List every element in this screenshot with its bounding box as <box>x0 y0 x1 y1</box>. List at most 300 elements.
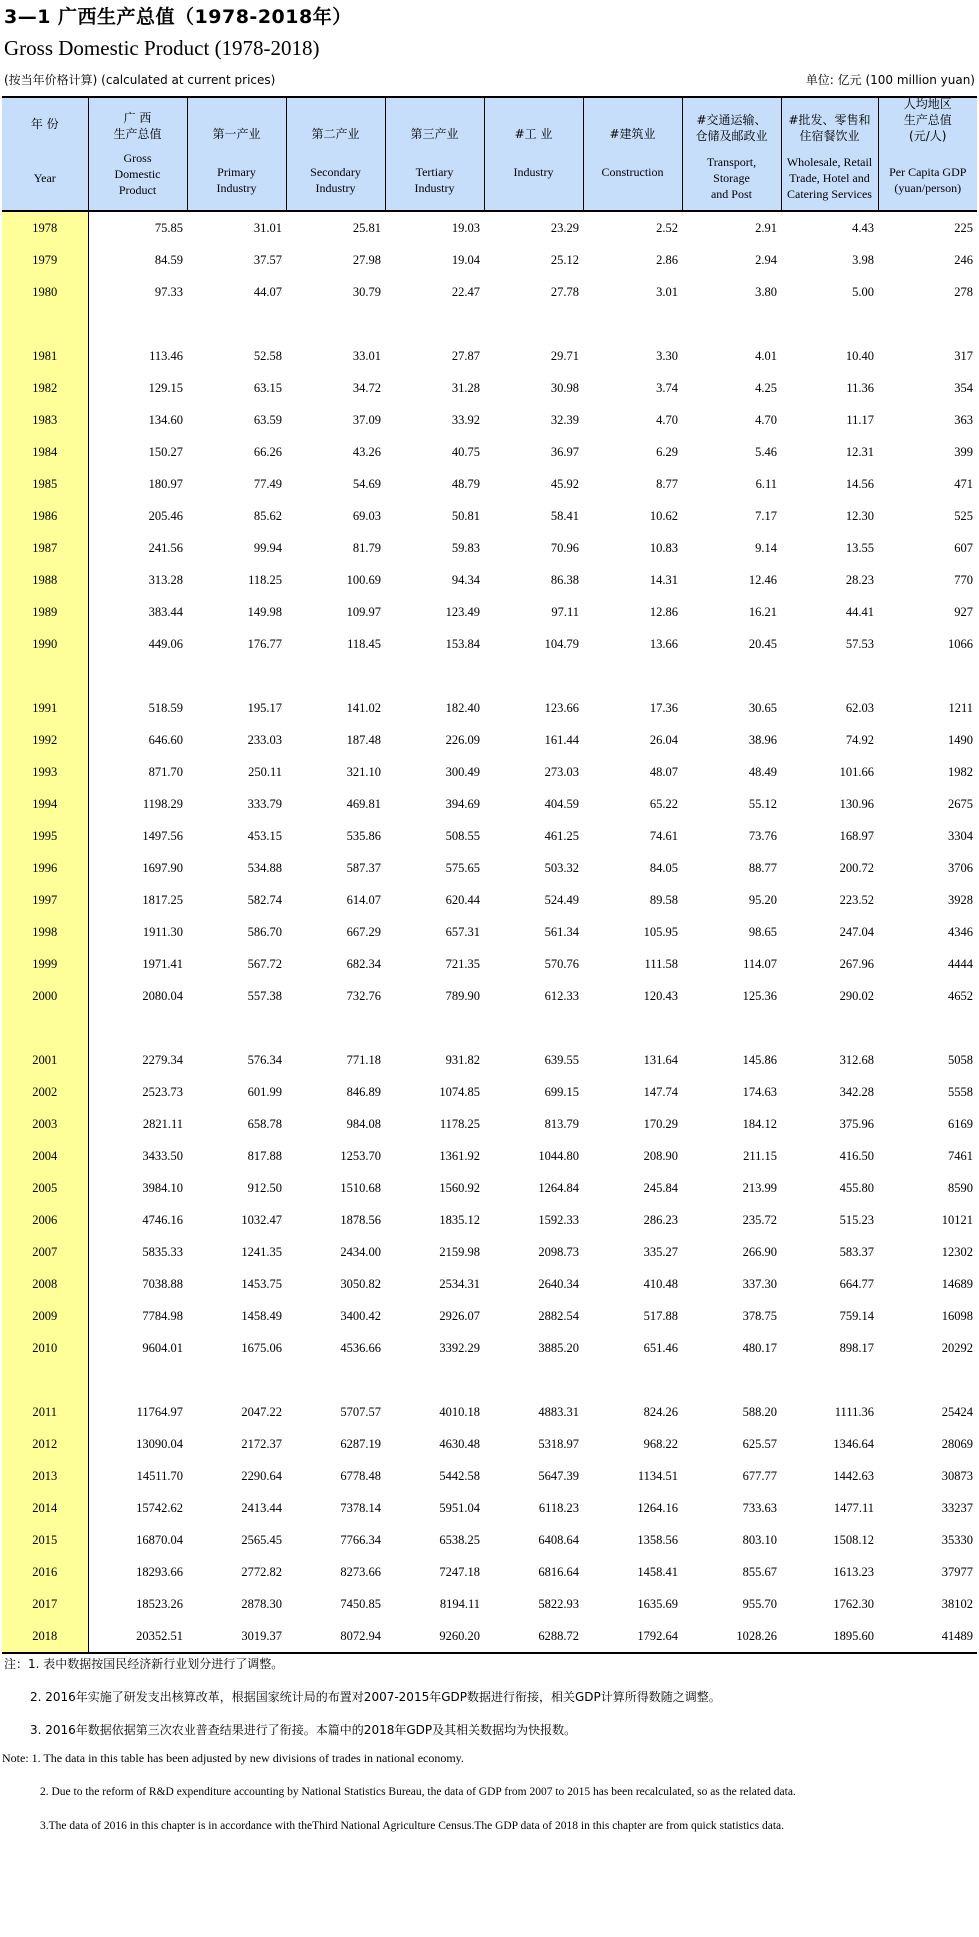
value-cell-gdp: 383.44 <box>148 604 183 619</box>
spacer-cell <box>781 308 878 340</box>
value-cell-per-capita-gdp: 1490 <box>948 732 973 747</box>
value-cell-wholesale-retail-hotel: 5.00 <box>852 284 874 299</box>
value-cell-construction: 651.46 <box>643 1340 678 1355</box>
value-cell-construction: 1358.56 <box>637 1532 678 1547</box>
value-cell-primary-industry: 1032.47 <box>241 1212 282 1227</box>
spacer-cell <box>286 660 385 692</box>
value-cell-wholesale-retail-hotel: 101.66 <box>839 764 874 779</box>
value-cell-construction: 1458.41 <box>637 1564 678 1579</box>
value-cell-wholesale-retail-hotel: 515.23 <box>839 1212 874 1227</box>
header-tertiary-industry <box>385 97 484 211</box>
table-row <box>2 1460 977 1492</box>
value-cell-gdp: 2279.34 <box>142 1052 183 1067</box>
value-cell-primary-industry: 453.15 <box>247 828 282 843</box>
value-cell-tertiary-industry: 2534.31 <box>439 1276 480 1291</box>
value-cell-secondary-industry: 37.09 <box>352 412 381 427</box>
year-cell: 2014 <box>2 1492 88 1524</box>
value-cell-construction: 26.04 <box>649 732 678 747</box>
value-cell-construction: 14.31 <box>649 572 678 587</box>
value-cell-gdp: 16870.04 <box>136 1532 183 1547</box>
value-cell-industry: 1592.33 <box>538 1212 579 1227</box>
value-cell-industry: 699.15 <box>544 1084 579 1099</box>
footnote-cn-1: 注：1. 表中数据按国民经济新行业划分进行了调整。 <box>4 1657 284 1671</box>
header-primary-industry <box>187 97 286 211</box>
value-cell-secondary-industry: 34.72 <box>352 380 381 395</box>
year-cell: 1984 <box>2 436 88 468</box>
value-cell-secondary-industry: 27.98 <box>352 252 381 267</box>
year-cell: 1997 <box>2 884 88 916</box>
value-cell-per-capita-gdp: 33237 <box>941 1500 973 1515</box>
table-row <box>2 404 977 436</box>
value-cell-primary-industry: 233.03 <box>247 732 282 747</box>
value-cell-primary-industry: 2047.22 <box>241 1404 282 1419</box>
value-cell-tertiary-industry: 931.82 <box>445 1052 480 1067</box>
value-cell-primary-industry: 77.49 <box>253 476 282 491</box>
value-cell-wholesale-retail-hotel: 455.80 <box>839 1180 874 1195</box>
value-cell-gdp: 75.85 <box>154 220 183 235</box>
value-cell-per-capita-gdp: 4444 <box>948 956 973 971</box>
value-cell-transport-storage-post: 184.12 <box>742 1116 777 1131</box>
value-cell-transport-storage-post: 625.57 <box>742 1436 777 1451</box>
table-row <box>2 756 977 788</box>
value-cell-industry: 6816.64 <box>538 1564 579 1579</box>
table-row <box>2 1396 977 1428</box>
table-row <box>2 980 977 1012</box>
value-cell-industry: 2640.34 <box>538 1276 579 1291</box>
year-cell: 2000 <box>2 980 88 1012</box>
table-row <box>2 1204 977 1236</box>
value-cell-primary-industry: 63.59 <box>253 412 282 427</box>
value-cell-gdp: 1497.56 <box>142 828 183 843</box>
value-cell-industry: 6408.64 <box>538 1532 579 1547</box>
value-cell-wholesale-retail-hotel: 44.41 <box>845 604 874 619</box>
value-cell-transport-storage-post: 6.11 <box>755 476 777 491</box>
table-row <box>2 1428 977 1460</box>
spacer-cell <box>286 1364 385 1396</box>
value-cell-wholesale-retail-hotel: 1895.60 <box>781 1620 878 1653</box>
year-cell: 1992 <box>2 724 88 756</box>
value-cell-gdp: 9604.01 <box>142 1340 183 1355</box>
value-cell-tertiary-industry: 48.79 <box>451 476 480 491</box>
value-cell-transport-storage-post: 4.70 <box>755 412 777 427</box>
table-row <box>2 1300 977 1332</box>
year-cell: 2006 <box>2 1204 88 1236</box>
value-cell-tertiary-industry: 123.49 <box>445 604 480 619</box>
value-cell-tertiary-industry: 575.65 <box>445 860 480 875</box>
value-cell-construction: 111.58 <box>644 956 678 971</box>
table-row <box>2 1108 977 1140</box>
year-cell: 1982 <box>2 372 88 404</box>
year-cell: 1994 <box>2 788 88 820</box>
value-cell-primary-industry: 1241.35 <box>241 1244 282 1259</box>
value-cell-transport-storage-post: 48.49 <box>748 764 777 779</box>
header-industry-cn: #工 业 <box>514 127 553 141</box>
value-cell-per-capita-gdp: 30873 <box>941 1468 973 1483</box>
value-cell-primary-industry: 557.38 <box>247 988 282 1003</box>
value-cell-primary-industry: 2565.45 <box>241 1532 282 1547</box>
spacer-cell <box>484 1012 583 1044</box>
header-wholesale-retail-hotel <box>781 97 878 211</box>
value-cell-transport-storage-post: 30.65 <box>748 700 777 715</box>
year-cell: 2010 <box>2 1332 88 1364</box>
value-cell-per-capita-gdp: 8590 <box>948 1180 973 1195</box>
value-cell-per-capita-gdp: 25424 <box>941 1404 973 1419</box>
spacer-cell <box>484 660 583 692</box>
value-cell-primary-industry: 582.74 <box>247 892 282 907</box>
value-cell-gdp: 449.06 <box>148 636 183 651</box>
value-cell-construction: 170.29 <box>643 1116 678 1131</box>
header-per-capita-gdp <box>878 97 977 211</box>
value-cell-secondary-industry: 3400.42 <box>340 1308 381 1323</box>
value-cell-primary-industry: 601.99 <box>247 1084 282 1099</box>
value-cell-tertiary-industry: 508.55 <box>445 828 480 843</box>
value-cell-secondary-industry: 771.18 <box>346 1052 381 1067</box>
value-cell-wholesale-retail-hotel: 200.72 <box>839 860 874 875</box>
table-row <box>2 852 977 884</box>
value-cell-secondary-industry: 1253.70 <box>340 1148 381 1163</box>
value-cell-industry: 6288.72 <box>484 1620 583 1653</box>
value-cell-tertiary-industry: 4010.18 <box>439 1404 480 1419</box>
header-year-en: Year <box>33 171 56 185</box>
value-cell-tertiary-industry: 33.92 <box>451 412 480 427</box>
header-construction-en: Construction <box>601 165 664 179</box>
footnote-en-1: Note: 1. The data in this table has been adjusted by new divisions of trades in national economy. <box>2 1751 464 1765</box>
value-cell-secondary-industry: 321.10 <box>346 764 381 779</box>
value-cell-construction: 824.26 <box>643 1404 678 1419</box>
value-cell-gdp: 5835.33 <box>142 1244 183 1259</box>
value-cell-construction: 245.84 <box>643 1180 678 1195</box>
value-cell-construction: 3.74 <box>656 380 678 395</box>
value-cell-construction: 131.64 <box>643 1052 678 1067</box>
value-cell-gdp: 129.15 <box>148 380 183 395</box>
value-cell-gdp: 11764.97 <box>136 1404 183 1419</box>
value-cell-gdp: 18293.66 <box>136 1564 183 1579</box>
value-cell-tertiary-industry: 789.90 <box>445 988 480 1003</box>
value-cell-construction: 65.22 <box>649 796 678 811</box>
value-cell-wholesale-retail-hotel: 168.97 <box>839 828 874 843</box>
value-cell-transport-storage-post: 125.36 <box>742 988 777 1003</box>
value-cell-primary-industry: 1458.49 <box>241 1308 282 1323</box>
value-cell-transport-storage-post: 12.46 <box>748 572 777 587</box>
footnote-en-3: 3.The data of 2016 in this chapter is in accordance with theThird National Agriculture Census.The GDP data of 2018 in this chapter are from quick statistics data. <box>40 1820 784 1832</box>
year-cell: 2017 <box>2 1588 88 1620</box>
value-cell-tertiary-industry: 657.31 <box>445 924 480 939</box>
value-cell-wholesale-retail-hotel: 1508.12 <box>833 1532 874 1547</box>
value-cell-transport-storage-post: 55.12 <box>748 796 777 811</box>
year-cell: 2005 <box>2 1172 88 1204</box>
value-cell-construction: 89.58 <box>649 892 678 907</box>
value-cell-industry: 29.71 <box>550 348 579 363</box>
table-row <box>2 1620 977 1653</box>
year-cell: 1985 <box>2 468 88 500</box>
spacer-cell <box>2 660 88 692</box>
table-row <box>2 532 977 564</box>
header-wholesale-retail-hotel-en: Wholesale, Retail Trade, Hotel and Catering Services <box>786 155 873 201</box>
value-cell-per-capita-gdp: 354 <box>954 380 973 395</box>
value-cell-gdp: 97.33 <box>154 284 183 299</box>
value-cell-industry: 97.11 <box>551 604 579 619</box>
value-cell-gdp: 113.46 <box>149 348 183 363</box>
value-cell-transport-storage-post: 213.99 <box>742 1180 777 1195</box>
value-cell-per-capita-gdp: 41489 <box>878 1620 977 1653</box>
value-cell-per-capita-gdp: 37977 <box>941 1564 973 1579</box>
value-cell-primary-industry: 31.01 <box>253 220 282 235</box>
value-cell-per-capita-gdp: 363 <box>954 412 973 427</box>
value-cell-transport-storage-post: 855.67 <box>742 1564 777 1579</box>
value-cell-industry: 36.97 <box>550 444 579 459</box>
value-cell-per-capita-gdp: 16098 <box>941 1308 973 1323</box>
value-cell-transport-storage-post: 378.75 <box>742 1308 777 1323</box>
value-cell-gdp: 2523.73 <box>142 1084 183 1099</box>
spacer-cell <box>88 1012 187 1044</box>
table-row <box>2 820 977 852</box>
value-cell-tertiary-industry: 1361.92 <box>439 1148 480 1163</box>
value-cell-secondary-industry: 69.03 <box>352 508 381 523</box>
value-cell-wholesale-retail-hotel: 1442.63 <box>833 1468 874 1483</box>
footnote-cn-3: 3. 2016年数据依据第三次农业普查结果进行了衔接。本篇中的2018年GDP及其相关数据均为快报数。 <box>30 1723 577 1737</box>
value-cell-secondary-industry: 535.86 <box>346 828 381 843</box>
value-cell-wholesale-retail-hotel: 1346.64 <box>833 1436 874 1451</box>
value-cell-gdp: 180.97 <box>148 476 183 491</box>
header-tertiary-industry-cn: 第三产业 <box>410 127 459 141</box>
value-cell-secondary-industry: 25.81 <box>352 220 381 235</box>
value-cell-primary-industry: 52.58 <box>253 348 282 363</box>
value-cell-tertiary-industry: 40.75 <box>451 444 480 459</box>
year-cell: 2009 <box>2 1300 88 1332</box>
value-cell-primary-industry: 567.72 <box>247 956 282 971</box>
value-cell-tertiary-industry: 300.49 <box>445 764 480 779</box>
spacer-cell <box>385 1364 484 1396</box>
value-cell-secondary-industry: 732.76 <box>346 988 381 1003</box>
spacer-cell <box>2 1364 88 1396</box>
value-cell-primary-industry: 99.94 <box>253 540 282 555</box>
table-row <box>2 1236 977 1268</box>
header-per-capita-gdp-cn: 人均地区 生产总值 (元/人) <box>903 97 952 143</box>
value-cell-per-capita-gdp: 4346 <box>948 924 973 939</box>
value-cell-secondary-industry: 587.37 <box>346 860 381 875</box>
value-cell-construction: 120.43 <box>643 988 678 1003</box>
value-cell-secondary-industry: 1510.68 <box>340 1180 381 1195</box>
table-row <box>2 724 977 756</box>
value-cell-industry: 25.12 <box>550 252 579 267</box>
value-cell-secondary-industry: 7766.34 <box>340 1532 381 1547</box>
value-cell-per-capita-gdp: 3304 <box>948 828 973 843</box>
value-cell-secondary-industry: 3050.82 <box>340 1276 381 1291</box>
spacer-cell <box>878 660 977 692</box>
value-cell-transport-storage-post: 114.07 <box>743 956 777 971</box>
value-cell-industry: 5822.93 <box>538 1596 579 1611</box>
table-row <box>2 628 977 660</box>
value-cell-construction: 12.86 <box>649 604 678 619</box>
value-cell-construction: 13.66 <box>649 636 678 651</box>
spacer-cell <box>583 308 682 340</box>
value-cell-primary-industry: 3019.37 <box>187 1620 286 1653</box>
value-cell-industry: 5647.39 <box>538 1468 579 1483</box>
value-cell-wholesale-retail-hotel: 13.55 <box>845 540 874 555</box>
value-cell-primary-industry: 2290.64 <box>241 1468 282 1483</box>
footnote-en-2: 2. Due to the reform of R&D expenditure accounting by National Statistics Bureau, the data of GDP from 2007 to 2015 has been recalculated, so as the related data. <box>40 1786 796 1798</box>
spacer-row <box>2 308 977 340</box>
value-cell-construction: 1264.16 <box>637 1500 678 1515</box>
table-row <box>2 596 977 628</box>
value-cell-wholesale-retail-hotel: 4.43 <box>852 220 874 235</box>
value-cell-transport-storage-post: 3.80 <box>755 284 777 299</box>
header-wholesale-retail-hotel-cn: #批发、零售和 住宿餐饮业 <box>788 113 871 143</box>
value-cell-transport-storage-post: 9.14 <box>755 540 777 555</box>
value-cell-gdp: 14511.70 <box>136 1468 183 1483</box>
value-cell-secondary-industry: 984.08 <box>346 1116 381 1131</box>
value-cell-transport-storage-post: 803.10 <box>742 1532 777 1547</box>
value-cell-transport-storage-post: 174.63 <box>742 1084 777 1099</box>
value-cell-per-capita-gdp: 20292 <box>941 1340 973 1355</box>
spacer-cell <box>682 308 781 340</box>
value-cell-industry: 6118.23 <box>538 1500 579 1515</box>
year-cell: 2001 <box>2 1044 88 1076</box>
value-cell-wholesale-retail-hotel: 1477.11 <box>833 1500 874 1515</box>
year-cell: 1983 <box>2 404 88 436</box>
value-cell-secondary-industry: 6287.19 <box>340 1436 381 1451</box>
value-cell-gdp: 518.59 <box>148 700 183 715</box>
value-cell-primary-industry: 250.11 <box>248 764 282 779</box>
value-cell-construction: 208.90 <box>643 1148 678 1163</box>
value-cell-construction: 84.05 <box>649 860 678 875</box>
value-cell-industry: 58.41 <box>550 508 579 523</box>
value-cell-per-capita-gdp: 225 <box>954 220 973 235</box>
year-cell: 1998 <box>2 916 88 948</box>
value-cell-secondary-industry: 43.26 <box>352 444 381 459</box>
year-cell: 2018 <box>2 1620 88 1653</box>
value-cell-wholesale-retail-hotel: 416.50 <box>839 1148 874 1163</box>
table-row <box>2 564 977 596</box>
year-cell: 2004 <box>2 1140 88 1172</box>
value-cell-tertiary-industry: 1074.85 <box>439 1084 480 1099</box>
value-cell-gdp: 3984.10 <box>142 1180 183 1195</box>
value-cell-tertiary-industry: 5951.04 <box>439 1500 480 1515</box>
value-cell-transport-storage-post: 211.15 <box>743 1148 777 1163</box>
spacer-row <box>2 1012 977 1044</box>
unit-label: 单位: 亿元 (100 million yuan) <box>805 73 975 87</box>
value-cell-per-capita-gdp: 5558 <box>948 1084 973 1099</box>
value-cell-secondary-industry: 667.29 <box>346 924 381 939</box>
value-cell-construction: 4.70 <box>656 412 678 427</box>
value-cell-industry: 5318.97 <box>538 1436 579 1451</box>
table-row <box>2 340 977 372</box>
header-construction-cn: #建筑业 <box>609 127 656 141</box>
value-cell-industry: 70.96 <box>550 540 579 555</box>
value-cell-industry: 45.92 <box>550 476 579 491</box>
value-cell-wholesale-retail-hotel: 57.53 <box>845 636 874 651</box>
year-cell: 1987 <box>2 532 88 564</box>
spacer-cell <box>2 1012 88 1044</box>
value-cell-construction: 17.36 <box>649 700 678 715</box>
value-cell-per-capita-gdp: 399 <box>954 444 973 459</box>
page-title-en: Gross Domestic Product (1978-2018) <box>4 36 320 60</box>
value-cell-tertiary-industry: 2159.98 <box>439 1244 480 1259</box>
value-cell-secondary-industry: 2434.00 <box>340 1244 381 1259</box>
value-cell-industry: 404.59 <box>544 796 579 811</box>
spacer-cell <box>781 1012 878 1044</box>
value-cell-secondary-industry: 109.97 <box>346 604 381 619</box>
year-cell: 2008 <box>2 1268 88 1300</box>
value-cell-tertiary-industry: 620.44 <box>445 892 480 907</box>
value-cell-secondary-industry: 81.79 <box>352 540 381 555</box>
table-row <box>2 884 977 916</box>
spacer-cell <box>187 660 286 692</box>
value-cell-per-capita-gdp: 2675 <box>948 796 973 811</box>
year-cell: 2015 <box>2 1524 88 1556</box>
value-cell-tertiary-industry: 226.09 <box>445 732 480 747</box>
value-cell-construction: 6.29 <box>656 444 678 459</box>
table-row <box>2 1556 977 1588</box>
year-cell: 1989 <box>2 596 88 628</box>
value-cell-industry: 524.49 <box>544 892 579 907</box>
value-cell-construction: 2.86 <box>656 252 678 267</box>
value-cell-gdp: 150.27 <box>148 444 183 459</box>
value-cell-industry: 27.78 <box>550 284 579 299</box>
value-cell-secondary-industry: 846.89 <box>346 1084 381 1099</box>
value-cell-transport-storage-post: 337.30 <box>742 1276 777 1291</box>
value-cell-wholesale-retail-hotel: 898.17 <box>839 1340 874 1355</box>
value-cell-construction: 8.77 <box>656 476 678 491</box>
value-cell-construction: 968.22 <box>643 1436 678 1451</box>
value-cell-transport-storage-post: 95.20 <box>748 892 777 907</box>
value-cell-wholesale-retail-hotel: 62.03 <box>845 700 874 715</box>
spacer-cell <box>187 1364 286 1396</box>
value-cell-tertiary-industry: 31.28 <box>451 380 480 395</box>
value-cell-tertiary-industry: 394.69 <box>445 796 480 811</box>
value-cell-primary-industry: 149.98 <box>247 604 282 619</box>
value-cell-industry: 570.76 <box>544 956 579 971</box>
value-cell-secondary-industry: 8273.66 <box>340 1564 381 1579</box>
value-cell-tertiary-industry: 22.47 <box>451 284 480 299</box>
value-cell-secondary-industry: 469.81 <box>346 796 381 811</box>
value-cell-wholesale-retail-hotel: 11.17 <box>846 412 874 427</box>
table-row <box>2 1140 977 1172</box>
value-cell-wholesale-retail-hotel: 247.04 <box>839 924 874 939</box>
value-cell-construction: 410.48 <box>643 1276 678 1291</box>
header-gdp <box>88 97 187 211</box>
value-cell-tertiary-industry: 7247.18 <box>439 1564 480 1579</box>
value-cell-construction: 3.30 <box>656 348 678 363</box>
value-cell-gdp: 2821.11 <box>142 1116 183 1131</box>
value-cell-industry: 32.39 <box>550 412 579 427</box>
value-cell-wholesale-retail-hotel: 130.96 <box>839 796 874 811</box>
spacer-cell <box>88 308 187 340</box>
value-cell-primary-industry: 912.50 <box>247 1180 282 1195</box>
year-cell: 1988 <box>2 564 88 596</box>
value-cell-transport-storage-post: 73.76 <box>748 828 777 843</box>
year-cell: 1978 <box>2 211 88 244</box>
table-header-row <box>2 97 977 211</box>
value-cell-secondary-industry: 54.69 <box>352 476 381 491</box>
table-body <box>2 211 977 1653</box>
value-cell-per-capita-gdp: 7461 <box>948 1148 973 1163</box>
value-cell-secondary-industry: 100.69 <box>346 572 381 587</box>
value-cell-wholesale-retail-hotel: 759.14 <box>839 1308 874 1323</box>
value-cell-wholesale-retail-hotel: 583.37 <box>839 1244 874 1259</box>
header-primary-industry-en: Primary Industry <box>216 165 257 195</box>
value-cell-primary-industry: 534.88 <box>247 860 282 875</box>
value-cell-tertiary-industry: 1835.12 <box>439 1212 480 1227</box>
header-tertiary-industry-en: Tertiary Industry <box>414 165 455 195</box>
value-cell-tertiary-industry: 3392.29 <box>439 1340 480 1355</box>
table-row <box>2 1492 977 1524</box>
spacer-cell <box>2 308 88 340</box>
value-cell-primary-industry: 176.77 <box>247 636 282 651</box>
year-cell: 1993 <box>2 756 88 788</box>
header-secondary-industry <box>286 97 385 211</box>
value-cell-construction: 3.01 <box>656 284 678 299</box>
